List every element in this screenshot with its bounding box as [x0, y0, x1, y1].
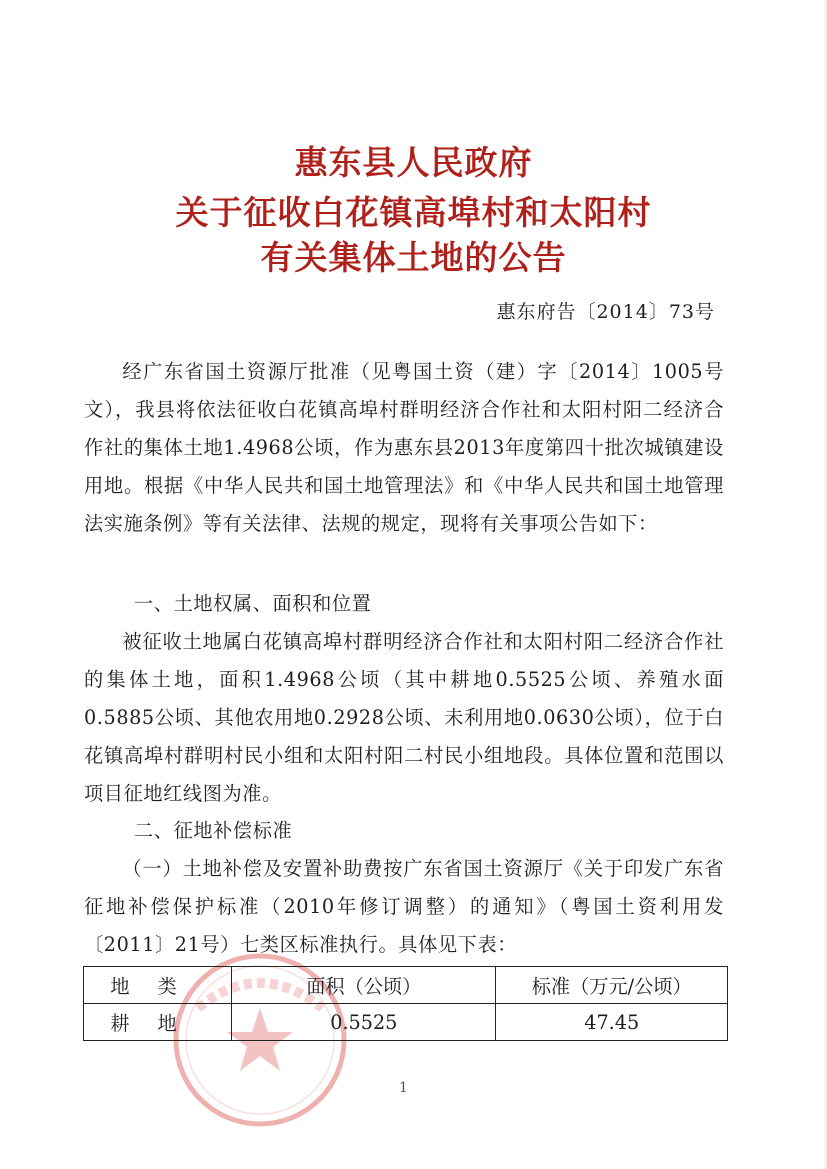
notice-title-line2: 关于征收白花镇高埠村和太阳村: [175, 193, 652, 232]
scan-edge-shadow: [823, 0, 827, 1169]
table-header-row: [84, 967, 728, 1004]
notice-title-line1: 惠东县人民政府: [294, 143, 533, 182]
section1-heading: 一、土地权属、面积和位置: [134, 592, 372, 615]
section1-paragraph: 被征收土地属白花镇高埠村群明经济合作社和太阳村阳二经济合作社的集体土地，面积1.4968公顷（其中耕地0.5525公顷、养殖水面0.5885公顷、其他农用地0.2928公顷、未利用地0.0630公顷），位于白花镇高埠村群明村民小组和太阳村阳二村民小组地段。具体位置和范围以项目征地红线图为准。: [84, 630, 724, 805]
section2-heading: 二、征地补偿标准: [134, 819, 293, 842]
section2-paragraph: （一）土地补偿及安置补助费按广东省国土资源厅《关于印发广东省征地补偿保护标准（2010年修订调整）的通知》（粤国土资利用发〔2011〕21号）七类区标准执行。具体见下表：: [84, 857, 724, 956]
document-number: 惠东府告〔2014〕73号: [496, 301, 715, 323]
table-cell: 耕地: [84, 1004, 232, 1041]
compensation-standard-table: [83, 966, 728, 1041]
intro-paragraph: 经广东省国土资源厅批准（见粤国土资（建）字〔2014〕1005号文），我县将依法征收白花镇高埠村群明经济合作社和太阳村阳二经济合作社的集体土地1.4968公顷，作为惠东县2013年度第四十批次城镇建设用地。根据《中华人民共和国土地管理法》和《中华人民共和国土地管理法实施条例》等有关法律、法规的规定，现将有关事项公告如下：: [84, 360, 724, 535]
page-number: 1: [399, 1080, 408, 1096]
table-cell: 47.45: [496, 1004, 728, 1041]
table-cell: 0.5525: [232, 1004, 496, 1041]
table-header-cell: 地类: [84, 967, 232, 1004]
table-header-cell: 标准（万元/公顷）: [496, 967, 728, 1004]
table-header-cell: 面积（公顷）: [232, 967, 496, 1004]
notice-title-line3: 有关集体土地的公告: [260, 238, 567, 277]
table-row: [84, 1004, 728, 1041]
